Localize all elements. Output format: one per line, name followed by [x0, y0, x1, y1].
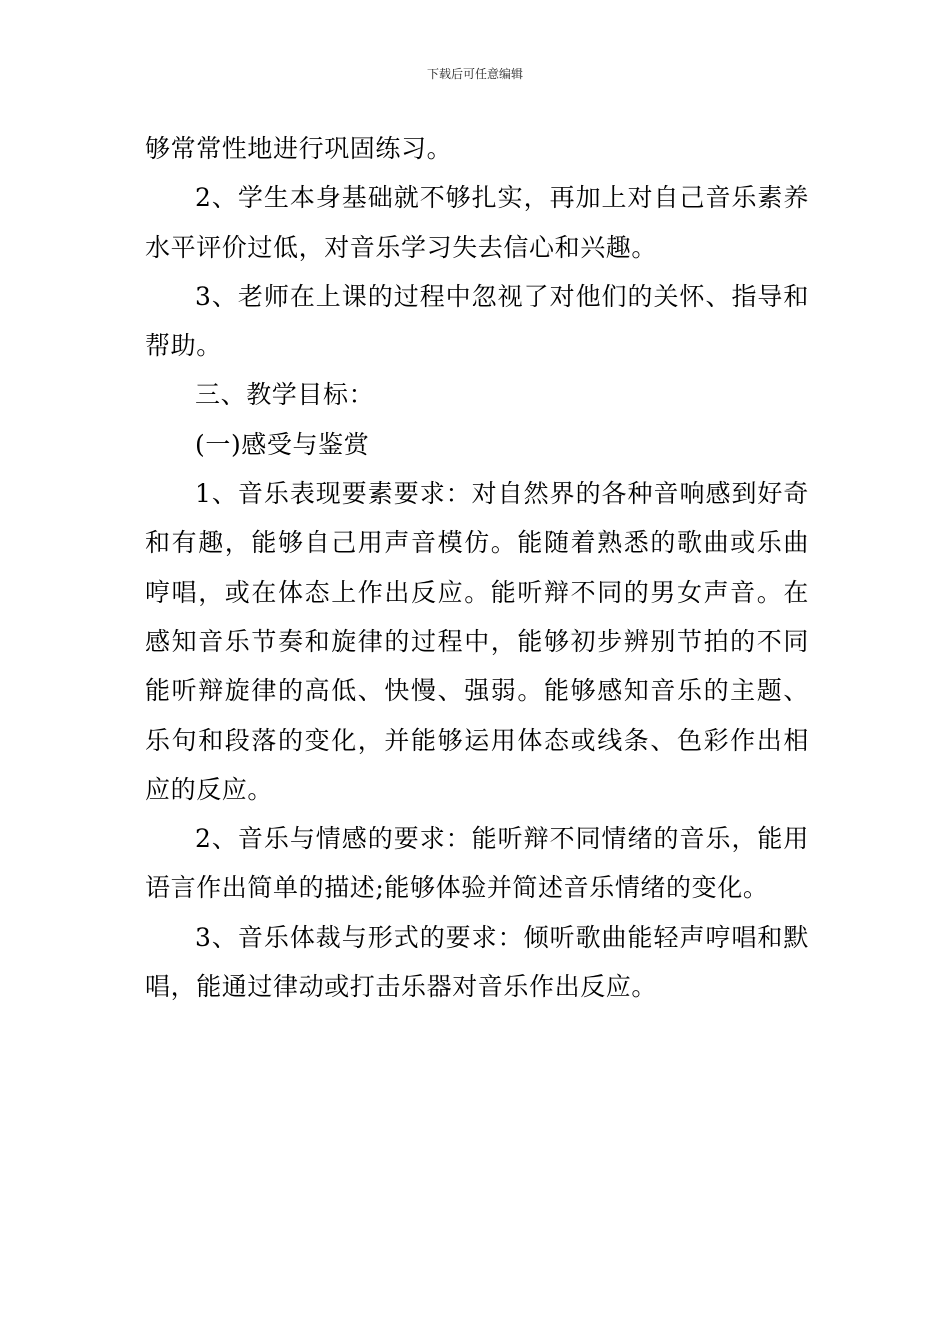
- paragraph-item-2: 2、学生本身基础就不够扎实，再加上对自己音乐素养水平评价过低，对音乐学习失去信心和兴趣。: [145, 183, 809, 262]
- paragraph-continuation: 够常常性地进行巩固练习。: [145, 134, 453, 163]
- page-header: 下载后可任意编辑: [426, 67, 523, 81]
- section-heading-teaching-goals: 三、教学目标：: [195, 380, 375, 410]
- paragraph-goal-1: 1、音乐表现要素要求：对自然界的各种音响感到好奇和有趣，能够自己用声音模仿。能随着熟悉的歌曲或乐曲哼唱，或在体态上作出反应。能听辩不同的男女声音。在感知音乐节奏和旋律的过程中，能够初步辨别节拍的不同能听辩旋律的高低、快慢、强弱。能够感知音乐的主题、乐句和段落的变化，并能够运用体态或线条、色彩作出相应的反应。: [145, 479, 809, 804]
- paragraph-goal-3: 3、音乐体裁与形式的要求：倾听歌曲能轻声哼唱和默唱，能通过律动或打击乐器对音乐作出反应。: [145, 922, 809, 1002]
- document-body: [145, 124, 809, 1011]
- paragraph-item-3: 3、老师在上课的过程中忽视了对他们的关怀、指导和帮助。: [145, 281, 809, 361]
- paragraph-goal-2: 2、音乐与情感的要求：能听辩不同情绪的音乐，能用语言作出简单的描述;能够体验并简述音乐情绪的变化。: [145, 824, 809, 903]
- subsection-heading: (一)感受与鉴赏: [195, 429, 370, 459]
